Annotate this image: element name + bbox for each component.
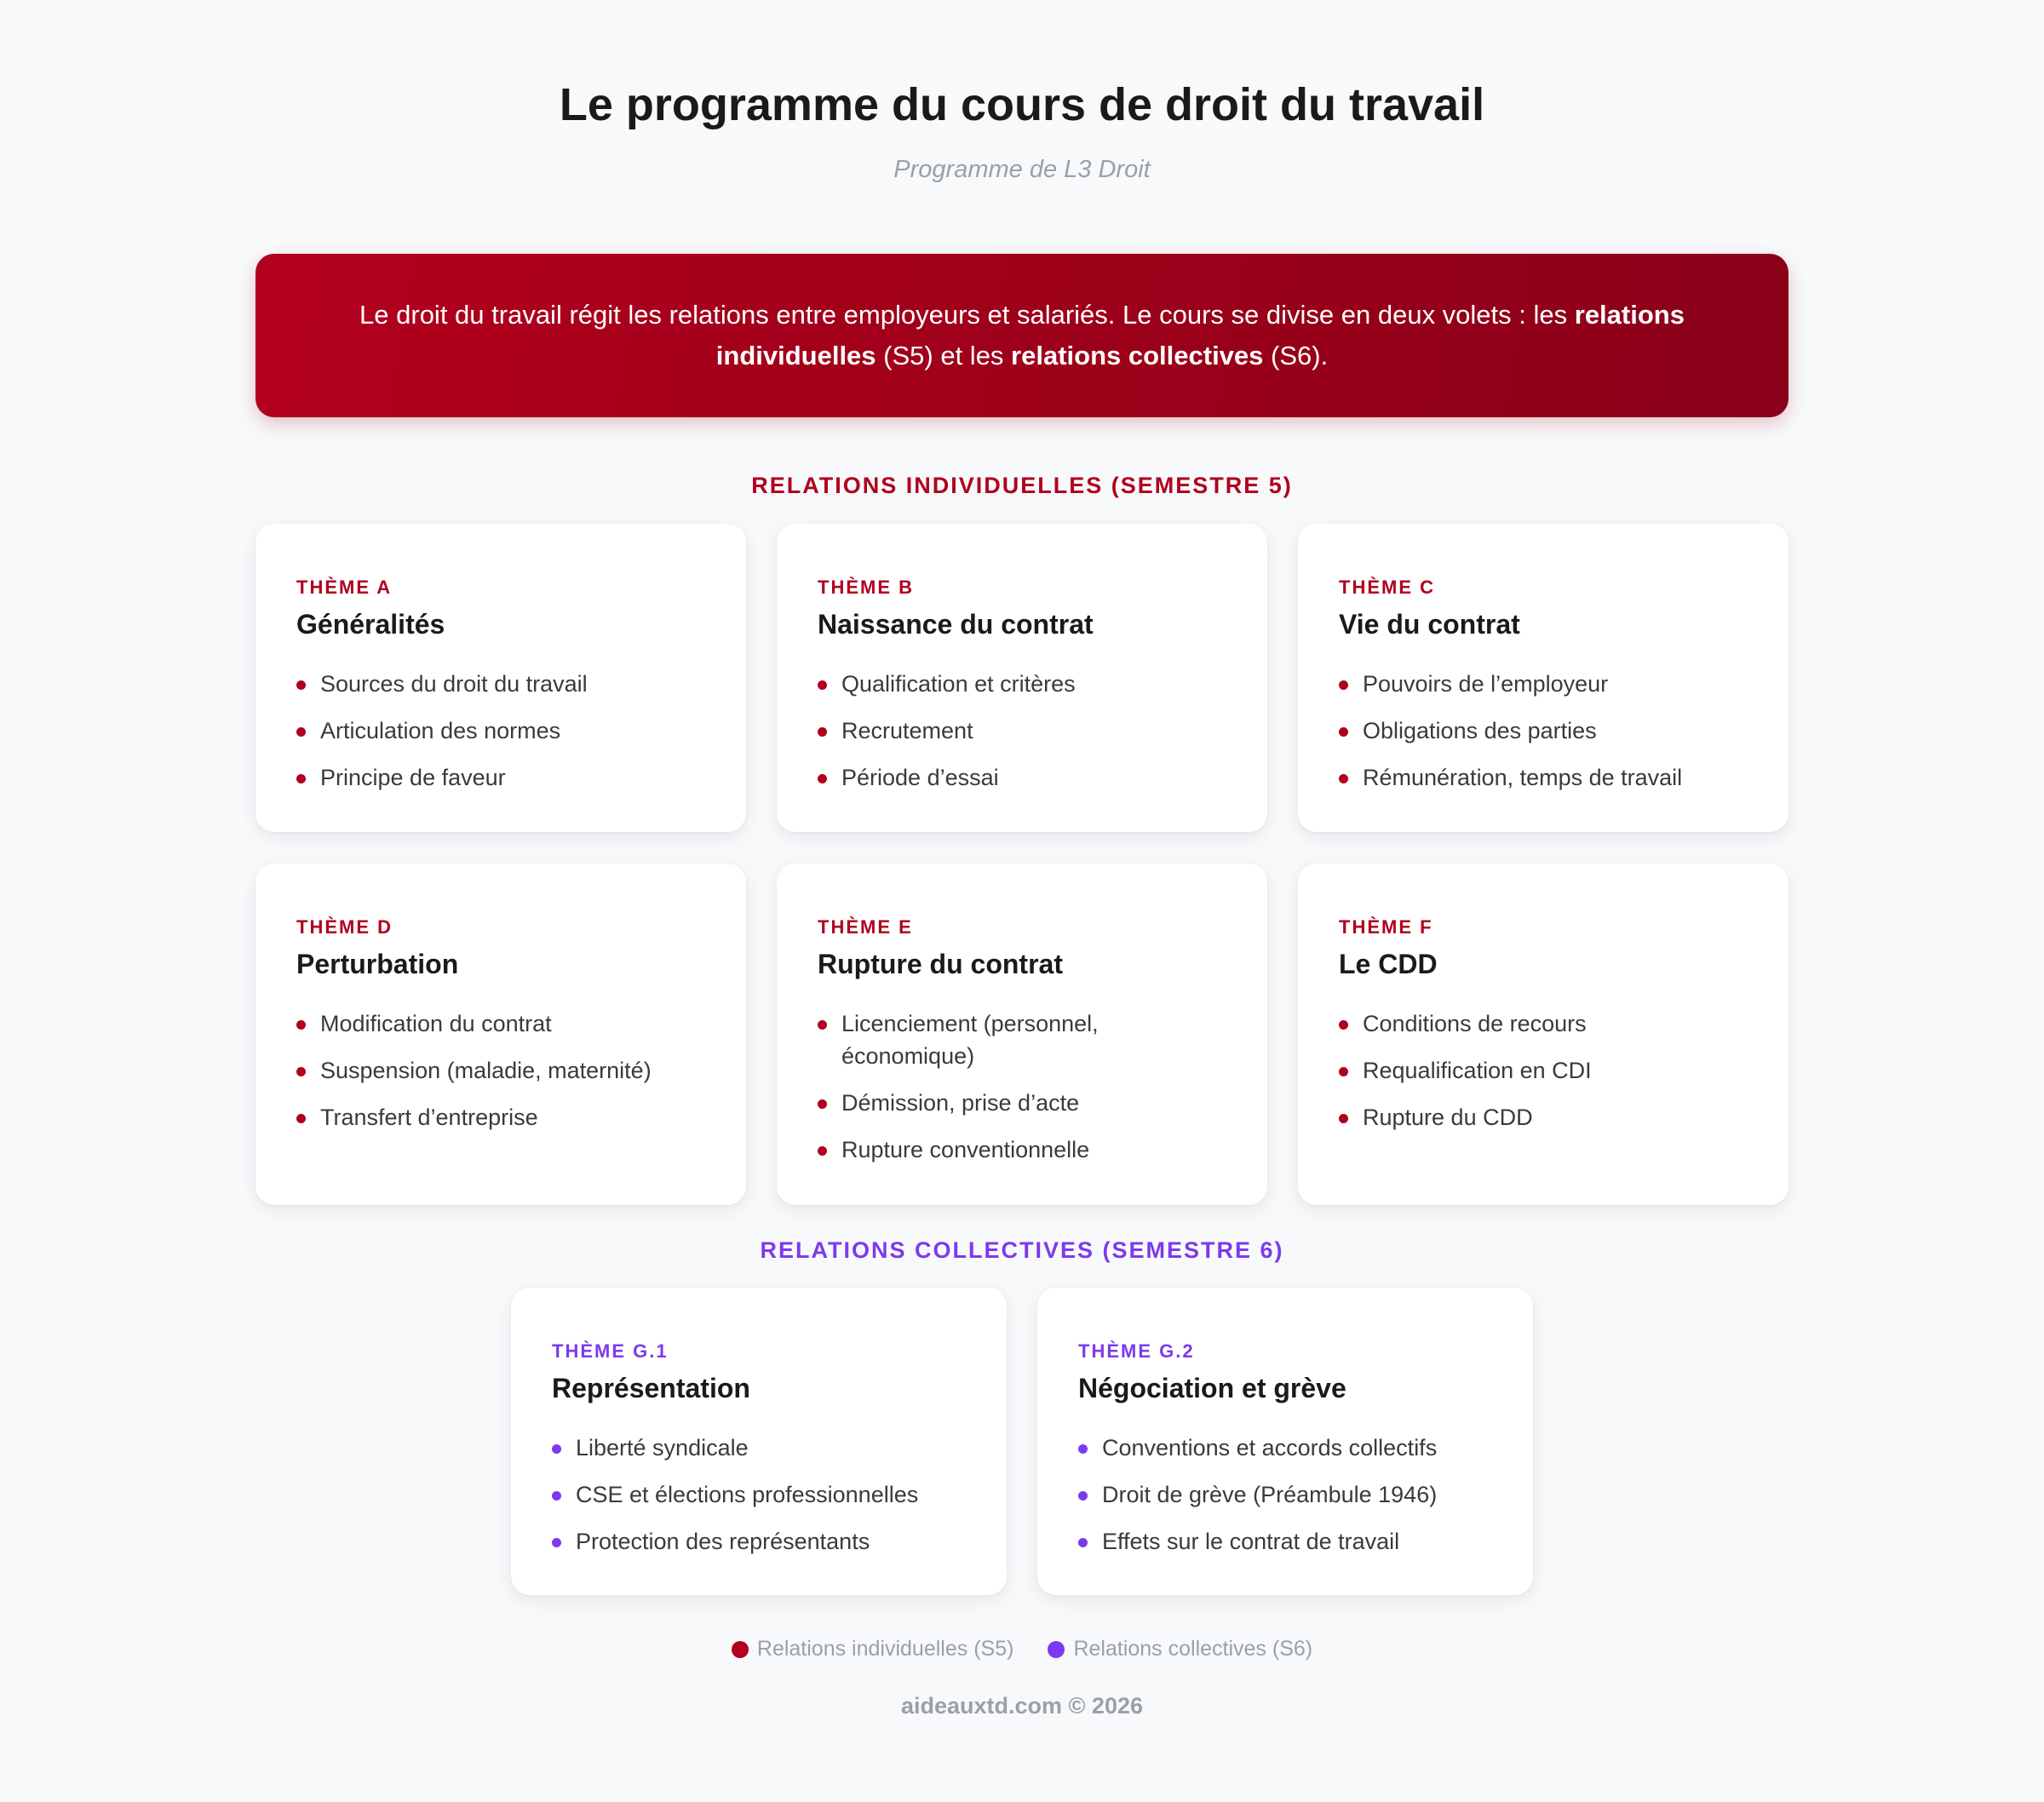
bullet-dot-icon (818, 680, 827, 690)
list-item: Droit de grève (Préambule 1946) (1078, 1478, 1499, 1511)
bullet-dot-icon (818, 1146, 827, 1156)
list-item: Qualification et critères (818, 668, 1233, 700)
bullet-dot-icon (1339, 1067, 1348, 1076)
page-title: Le programme du cours de droit du travail (559, 79, 1485, 130)
legend-label-collective: Relations collectives (S6) (1073, 1637, 1313, 1661)
list-item: Liberté syndicale (552, 1432, 973, 1464)
intro-text: Le droit du travail régit les relations entre employeurs et salariés. Le cours se divise en deux volets : les relations individuelles (S5) et les relations collectives (S6). (359, 300, 1685, 370)
list-item: Articulation des normes (296, 714, 712, 747)
bullet-dot-icon (1339, 1114, 1348, 1123)
list-item: Sources du droit du travail (296, 668, 712, 700)
intro-bold-individual: relations individuelles (715, 300, 1685, 370)
bullet-dot-icon (1078, 1491, 1088, 1501)
theme-kicker: THÈME D (296, 916, 393, 938)
list-item: Rupture conventionnelle (818, 1133, 1157, 1166)
list-item: Effets sur le contrat de travail (1078, 1525, 1499, 1558)
list-item: Recrutement (818, 714, 1233, 747)
bullet-dot-icon (296, 1067, 306, 1076)
list-item: Rémunération, temps de travail (1339, 761, 1754, 794)
bullet-dot-icon (818, 774, 827, 783)
theme-title: Généralités (296, 609, 445, 640)
bullet-dot-icon (1078, 1444, 1088, 1454)
list-item: Modification du contrat (296, 1007, 712, 1040)
theme-topic-list (296, 668, 712, 808)
bullet-dot-icon (296, 1020, 306, 1030)
section-title-s5: RELATIONS INDIVIDUELLES (SEMESTRE 5) (751, 473, 1293, 498)
intro-bold-collective: relations collectives (1011, 341, 1264, 370)
theme-title: Perturbation (296, 949, 459, 979)
list-item: Requalification en CDI (1339, 1054, 1754, 1087)
theme-card-g2 (1037, 1288, 1533, 1595)
bullet-dot-icon (296, 727, 306, 737)
theme-card-a (256, 524, 746, 832)
theme-topic-list (818, 668, 1233, 808)
legend-item-individual (732, 1637, 1014, 1661)
list-item: Conventions et accords collectifs (1078, 1432, 1499, 1464)
theme-kicker: THÈME C (1339, 577, 1435, 598)
list-item: Pouvoirs de l’employeur (1339, 668, 1754, 700)
theme-title: Vie du contrat (1339, 609, 1520, 640)
theme-kicker: THÈME F (1339, 916, 1433, 938)
legend-swatch-individual (732, 1641, 749, 1658)
bullet-dot-icon (296, 680, 306, 690)
bullet-dot-icon (818, 1099, 827, 1109)
page-subtitle: Programme de L3 Droit (893, 156, 1151, 183)
theme-topic-list (818, 1007, 1157, 1180)
intro-banner (256, 254, 1788, 417)
bullet-dot-icon (1339, 1020, 1348, 1030)
list-item: Rupture du CDD (1339, 1101, 1754, 1133)
theme-kicker: THÈME G.2 (1078, 1340, 1195, 1362)
theme-kicker: THÈME A (296, 577, 393, 598)
theme-title: Le CDD (1339, 949, 1438, 979)
list-item: Transfert d’entreprise (296, 1101, 712, 1133)
list-item: Obligations des parties (1339, 714, 1754, 747)
theme-kicker: THÈME B (818, 577, 914, 598)
theme-card-g1 (511, 1288, 1007, 1595)
list-item: CSE et élections professionnelles (552, 1478, 973, 1511)
bullet-dot-icon (552, 1491, 561, 1501)
footer-credit: aideauxtd.com © 2026 (900, 1693, 1143, 1719)
bullet-dot-icon (1339, 680, 1348, 690)
theme-card-e (777, 864, 1267, 1205)
legend-swatch-collective (1048, 1641, 1065, 1658)
list-item: Licenciement (personnel, économique) (818, 1007, 1157, 1072)
theme-title: Rupture du contrat (818, 949, 1063, 979)
theme-card-c (1298, 524, 1788, 832)
legend-item-collective (1048, 1637, 1312, 1661)
list-item: Protection des représentants (552, 1525, 973, 1558)
theme-topic-list (1078, 1432, 1499, 1572)
theme-topic-list (1339, 668, 1754, 808)
theme-card-b (777, 524, 1267, 832)
theme-title: Représentation (552, 1373, 750, 1403)
bullet-dot-icon (818, 727, 827, 737)
bullet-dot-icon (1339, 727, 1348, 737)
bullet-dot-icon (552, 1444, 561, 1454)
bullet-dot-icon (1078, 1538, 1088, 1547)
theme-topic-list (552, 1432, 973, 1572)
legend-label-individual: Relations individuelles (S5) (756, 1637, 1014, 1661)
bullet-dot-icon (296, 1114, 306, 1123)
list-item: Démission, prise d’acte (818, 1087, 1157, 1119)
bullet-dot-icon (1339, 774, 1348, 783)
section-title-s6: RELATIONS COLLECTIVES (SEMESTRE 6) (760, 1237, 1284, 1263)
bullet-dot-icon (296, 774, 306, 783)
theme-title: Naissance du contrat (818, 609, 1094, 640)
theme-card-d (256, 864, 746, 1205)
list-item: Conditions de recours (1339, 1007, 1754, 1040)
list-item: Principe de faveur (296, 761, 712, 794)
bullet-dot-icon (552, 1538, 561, 1547)
theme-kicker: THÈME E (818, 916, 913, 938)
legend (0, 1637, 2044, 1661)
list-item: Période d’essai (818, 761, 1233, 794)
theme-topic-list (1339, 1007, 1754, 1148)
theme-title: Négociation et grève (1078, 1373, 1346, 1403)
theme-kicker: THÈME G.1 (552, 1340, 669, 1362)
bullet-dot-icon (818, 1020, 827, 1030)
list-item: Suspension (maladie, maternité) (296, 1054, 712, 1087)
theme-topic-list (296, 1007, 712, 1148)
theme-card-f (1298, 864, 1788, 1205)
